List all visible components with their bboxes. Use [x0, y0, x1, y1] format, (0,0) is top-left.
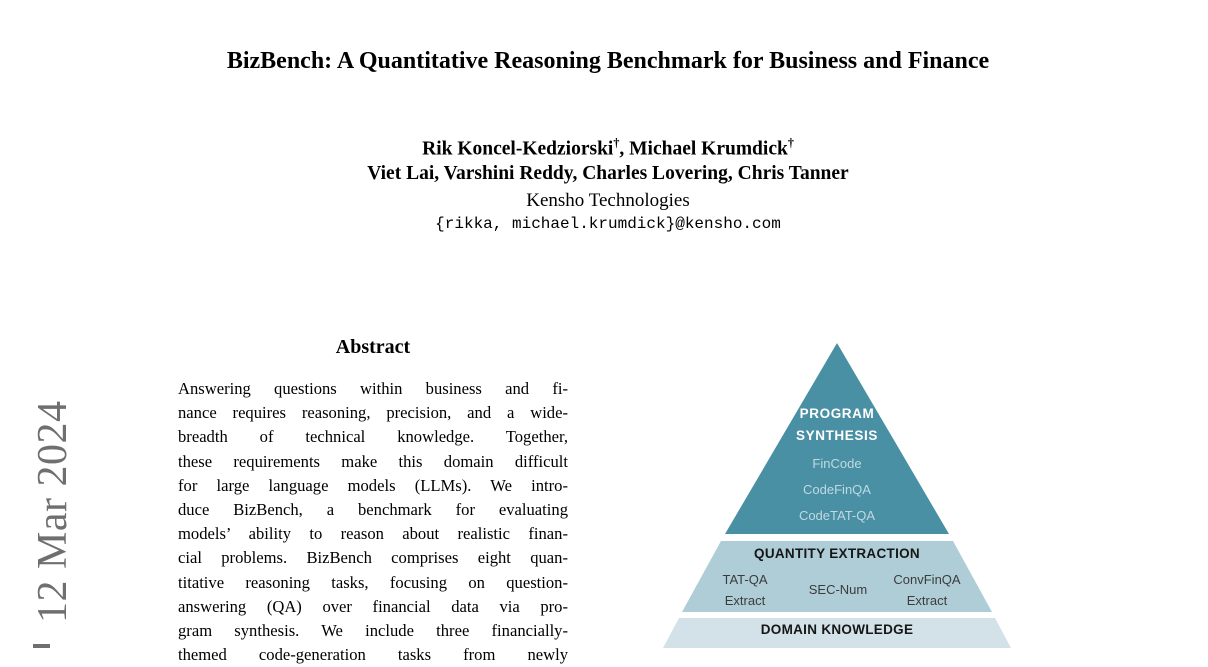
program-synthesis-label-line1: PROGRAM — [799, 406, 875, 421]
abstract-line: for large language models (LLMs). We intro- — [178, 475, 568, 495]
abstract-line: duce BizBench, a benchmark for evaluating — [178, 499, 568, 519]
dataset-convfinqa-extract-line2: Extract — [906, 593, 948, 608]
abstract-line: titative reasoning tasks, focusing on question- — [178, 572, 568, 592]
quantity-extraction-label: QUANTITY EXTRACTION — [754, 546, 920, 561]
arxiv-sidebar-cutoff-glyph — [33, 644, 50, 648]
dataset-secnum-line1: SEC-Num — [808, 582, 868, 597]
abstract-paragraph — [178, 377, 568, 667]
abstract-line: nance requires reasoning, precision, and a wide- — [178, 403, 568, 423]
dataset-tatqa-extract-line1: TAT-QA — [722, 572, 768, 587]
dataset-tatqa-extract — [697, 569, 793, 611]
arxiv-sidebar-date: 12 Mar 2024 — [30, 400, 76, 623]
abstract-line: answering (QA) over financial data via pro- — [178, 596, 568, 616]
affiliation: Kensho Technologies — [526, 190, 690, 211]
author-dagger-2: † — [787, 136, 794, 150]
abstract-line: these requirements make this domain difficult — [178, 451, 568, 471]
dataset-tatqa-extract-line2: Extract — [724, 593, 766, 608]
dataset-codefinqa: CodeFinQA — [803, 482, 871, 497]
author-name-1: Rik Koncel-Kedziorski — [422, 138, 614, 160]
abstract-line: cial problems. BizBench comprises eight quan- — [178, 548, 568, 568]
paper-title: BizBench: A Quantitative Reasoning Benchmark for Business and Finance — [226, 48, 990, 74]
abstract-line: gram synthesis. We include three financially- — [178, 620, 568, 640]
author-line-1 — [8, 136, 1208, 161]
abstract-line: breadth of technical knowledge. Together, — [178, 427, 568, 447]
author-name-2: , Michael Krumdick — [619, 138, 788, 160]
abstract-line: models’ ability to reason about realistic finan- — [178, 524, 568, 544]
task-pyramid-figure — [650, 340, 1026, 648]
contact-email: {rikka, michael.krumdick}@kensho.com — [435, 215, 781, 233]
dataset-convfinqa-extract-line1: ConvFinQA — [893, 572, 961, 587]
author-dagger-1: † — [613, 136, 620, 150]
abstract-line: Answering questions within business and fi- — [178, 379, 568, 398]
program-synthesis-label-line2: SYNTHESIS — [796, 428, 878, 443]
abstract-heading: Abstract — [335, 336, 411, 358]
dataset-fincode: FinCode — [812, 456, 862, 471]
domain-knowledge-label: DOMAIN KNOWLEDGE — [760, 622, 914, 637]
abstract-line: themed code-generation tasks from newly — [178, 645, 568, 665]
dataset-convfinqa-extract — [879, 569, 975, 611]
dataset-codetatqa: CodeTAT-QA — [798, 508, 876, 523]
dataset-secnum — [790, 579, 886, 600]
author-line-2: Viet Lai, Varshini Reddy, Charles Lovering, Chris Tanner — [367, 163, 849, 184]
